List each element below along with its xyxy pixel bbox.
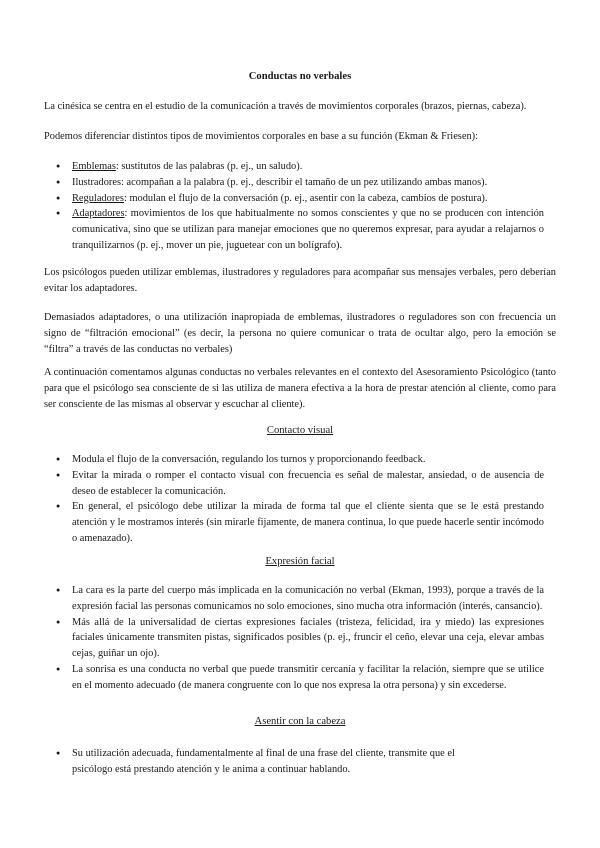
- asentir-cabeza-list: [56, 746, 496, 778]
- list-item: ● Más allá de la universalidad de ciertas expresiones faciales (tristeza, felicidad, ira y miedo) las expresiones faciales únicamente transmiten pistas, significados posibles (p. ej., fruncir el ceño, elevar una ceja, elevar ambas cejas, guiñar un ojo).: [56, 615, 544, 662]
- contacto-visual-list: [56, 452, 544, 547]
- list-item: ● Su utilización adecuada, fundamentalmente al final de una frase del cliente, transmite que el psicólogo está prestando atención y le anima a continuar hablando.: [56, 746, 496, 778]
- heading-contacto-visual: [0, 425, 600, 436]
- term-reguladores: Reguladores: [72, 192, 124, 204]
- list-item: ● La cara es la parte del cuerpo más implicada en la comunicación no verbal (Ekman, 1993), porque a través de la expresión facial las personas comunicamos no solo emociones, sino mucha otra información (interés, cansancio).: [56, 583, 544, 615]
- intro-paragraph: La cinésica se centra en el estudio de la comunicación a través de movimientos corporales (brazos, piernas, cabeza).: [44, 101, 527, 112]
- list-item: ● En general, el psicólogo debe utilizar la mirada de forma tal que el cliente sienta que se le está prestando atención y le mostramos interés (sin mirarle fijamente, de manera continua, lo que puede hacerle sentir incómodo o amenazado).: [56, 499, 544, 546]
- types-intro-paragraph: Podemos diferenciar distintos tipos de movimientos corporales en base a su función (Ekman & Friesen):: [44, 131, 479, 142]
- term-adaptadores: Adaptadores: [72, 208, 125, 220]
- psicologos-paragraph: Los psicólogos pueden utilizar emblemas, ilustradores y reguladores para acompañar sus mensajes verbales, pero deberían evitar los adaptadores.: [44, 267, 556, 294]
- term-description: : sustitutos de las palabras (p. ej., un saludo).: [115, 161, 303, 172]
- list-item: [56, 191, 544, 207]
- heading-text: Asentir con la cabeza: [254, 716, 346, 727]
- list-item: [56, 159, 544, 175]
- filtracion-paragraph: Demasiados adaptadores, o una utilización inapropiada de emblemas, ilustradores o reguladores son con frecuencia un signo de “filtración emocional” (es decir, la persona no quiere comunicar o trata de ocultar algo, pero la emoción se “filtra” a través de las conductas no verbales): [44, 312, 556, 355]
- document-title: Conductas no verbales: [248, 71, 352, 82]
- term-description: : modulan el flujo de la conversación (p. ej., asentir con la cabeza, cambios de postura).: [123, 192, 488, 204]
- term-description: Ilustradores: acompañan a la palabra (p. ej., describir el tamaño de un pez utilizando ambas manos).: [72, 176, 488, 188]
- heading-expresion-facial: [0, 556, 600, 567]
- heading-text: Expresión facial: [265, 556, 335, 567]
- continuacion-paragraph: A continuación comentamos algunas conductas no verbales relevantes en el contexto del Asesoramiento Psicológico (tanto para que el psicólogo sea consciente de si las utiliza de manera efectiva a la hora de prestar atención al cliente, como para ser consciente de las mismas al observar y escuchar al cliente).: [44, 367, 556, 410]
- list-item: ● La sonrisa es una conducta no verbal que puede transmitir cercanía y facilitar la relación, siempre que se utilice en el momento adecuado (de manera congruente con lo que nos expresa la otra persona) y sin excederse.: [56, 662, 544, 694]
- heading-text: Contacto visual: [266, 425, 334, 436]
- term-emblemas: Emblemas: [72, 161, 116, 172]
- heading-asentir-cabeza: [0, 716, 600, 727]
- term-description: : movimientos de los que habitualmente no somos conscientes y que no se producen con intención comunicativa, sino que se utilizan para manejar emociones que no queremos expresar, para ayudar a relajarnos o tranquilizarnos (p. ej., mover un pie, juguetear con un bolígrafo).: [72, 208, 544, 251]
- list-item: ● Modula el flujo de la conversación, regulando los turnos y proporcionando feedback.: [56, 452, 544, 468]
- expresion-facial-list: [56, 583, 544, 694]
- list-item: [56, 206, 544, 253]
- list-item: ● Evitar la mirada o romper el contacto visual con frecuencia es señal de malestar, ansiedad, o de ausencia de deseo de establecer la comunicación.: [56, 468, 544, 500]
- list-item: [56, 175, 544, 191]
- movement-types-list: [56, 159, 544, 254]
